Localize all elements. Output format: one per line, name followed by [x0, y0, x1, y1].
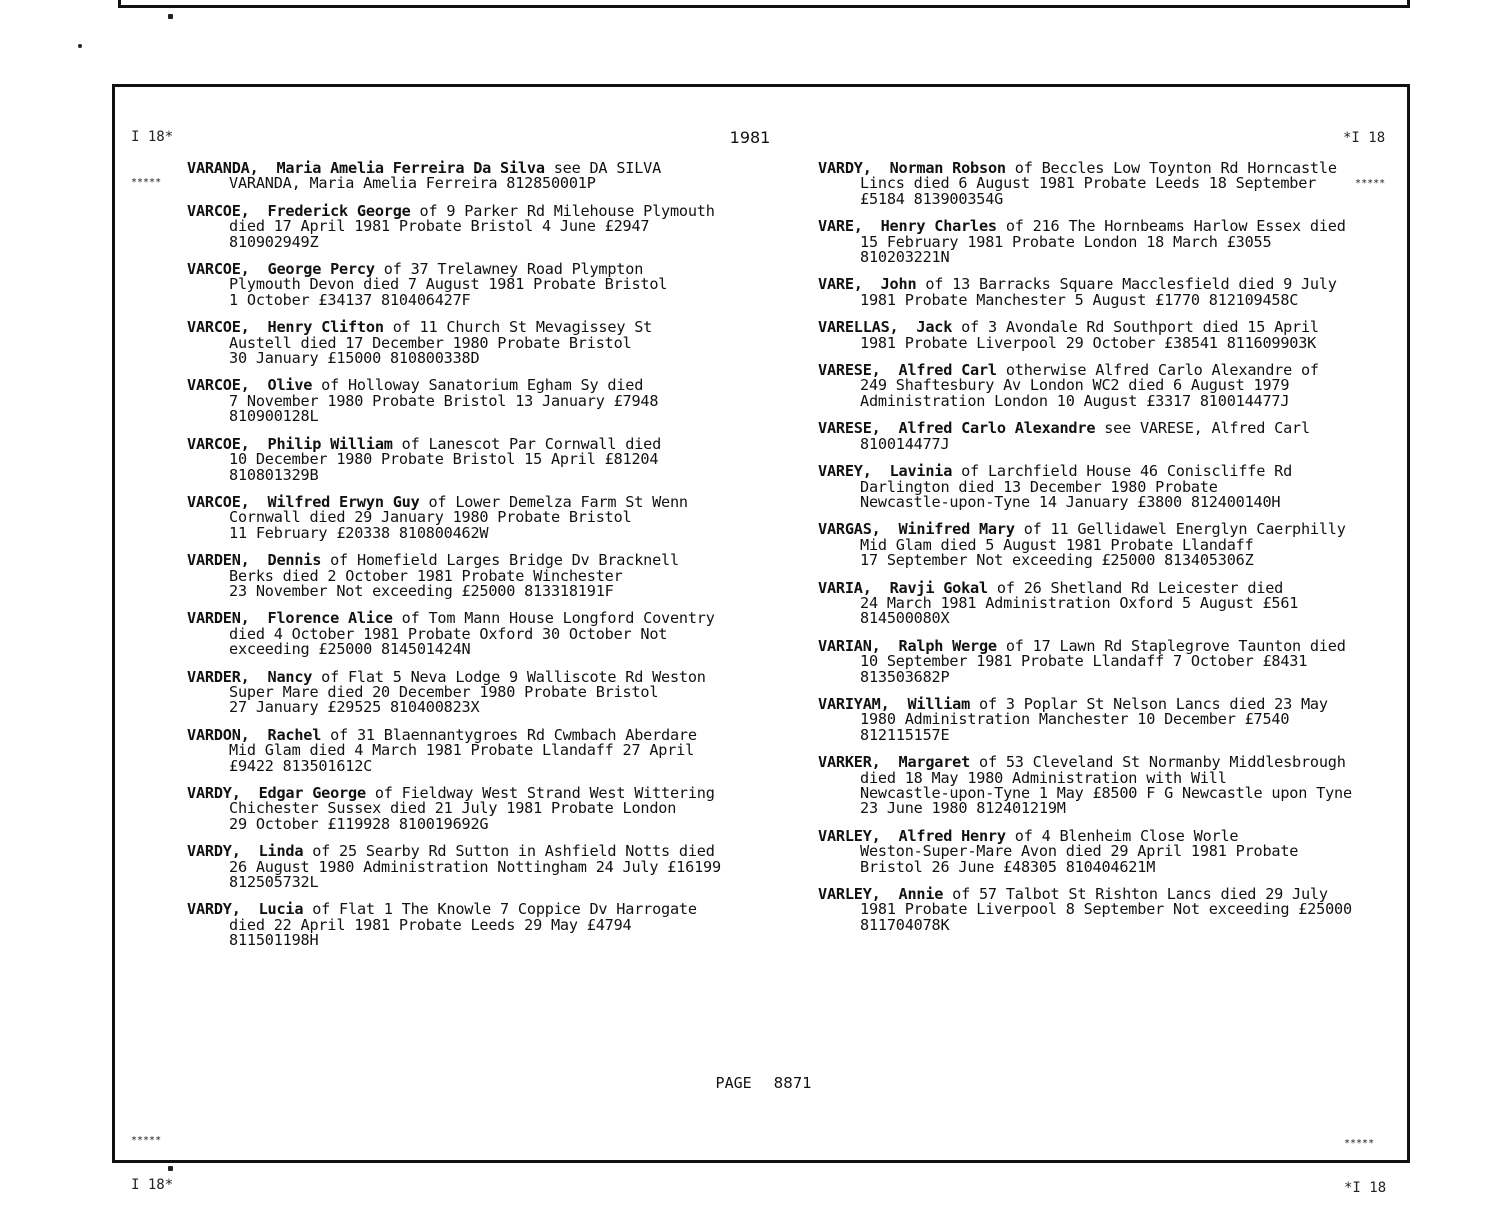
entry-continuation-line: Chichester Sussex died 21 July 1981 Probate London — [229, 799, 677, 818]
entry-surname: VARCOE, — [187, 201, 250, 220]
entry-continuation-line: 810900128L — [229, 407, 319, 426]
entry-surname: VARDEN, — [187, 609, 250, 628]
entries-column-right — [818, 161, 1408, 945]
probate-entry — [818, 161, 1408, 207]
page-footer — [706, 1056, 812, 1092]
probate-entry — [818, 277, 1408, 308]
entry-forenames: Nancy — [267, 667, 313, 686]
entry-surname: VARESE, — [818, 419, 881, 438]
entry-text: otherwise Alfred Carlo Alexandre of — [996, 361, 1319, 380]
probate-entry — [187, 201, 787, 251]
probate-entry — [818, 464, 1408, 510]
entry-text: of 17 Lawn Rd Staplegrove Taunton died — [996, 636, 1346, 655]
probate-entry — [187, 434, 787, 484]
entry-surname: VARCOE, — [187, 318, 250, 337]
entry-surname: VARE, — [818, 217, 863, 236]
entry-continuation-line: Darlington died 13 December 1980 Probate — [860, 477, 1218, 496]
entry-surname: VARCOE, — [187, 260, 250, 279]
entry-continuation-line: 27 January £29525 810400823X — [229, 698, 480, 717]
entry-continuation-line: Administration London 10 August £3317 810014477J — [860, 391, 1290, 410]
entry-forenames: Lavinia — [889, 462, 953, 481]
entry-continuation-line: 810801329B — [229, 465, 319, 484]
entry-continuation-line: Bristol 26 June £48305 810404621M — [860, 857, 1156, 876]
entry-continuation-line: 1981 Probate Liverpool 8 September Not exceeding £25000 — [860, 900, 1352, 919]
entry-text: of 216 The Hornbeams Harlow Essex died — [996, 217, 1346, 236]
entry-continuation-line: Newcastle-upon-Tyne 14 January £3800 812400140H — [860, 492, 1281, 511]
probate-entry — [818, 755, 1408, 817]
entry-text: of Larchfield House 46 Coniscliffe Rd — [952, 462, 1293, 481]
entry-continuation-line: Austell died 17 December 1980 Probate Bristol — [229, 333, 632, 352]
entry-forenames: Jack — [916, 318, 953, 337]
entry-continuation-line: 23 November Not exceeding £25000 813318191F — [229, 581, 614, 600]
entry-continuation-line: Super Mare died 20 December 1980 Probate Bristol — [229, 682, 659, 701]
entry-forenames: Norman Robson — [889, 159, 1006, 177]
entry-text: of 13 Barracks Square Macclesfield died 9 July — [916, 275, 1337, 294]
entry-text: of 3 Poplar St Nelson Lancs died 23 May — [970, 694, 1328, 713]
entry-forenames: Philip William — [267, 434, 393, 453]
corner-stars: ***** — [131, 1135, 162, 1146]
entry-text: of Tom Mann House Longford Coventry — [392, 609, 715, 628]
probate-entry — [187, 902, 787, 948]
entry-text: of Beccles Low Toynton Rd Horncastle — [1005, 159, 1337, 177]
entry-surname: VARDY, — [187, 900, 241, 919]
entry-surname: VARLEY, — [818, 826, 881, 845]
entry-forenames: John — [880, 275, 917, 294]
entry-surname: VARDY, — [187, 842, 241, 861]
entry-forenames: George Percy — [267, 260, 375, 279]
entry-continuation-line: 1981 Probate Liverpool 29 October £38541 811609903K — [860, 333, 1317, 352]
entry-forenames: Lucia — [258, 900, 304, 919]
entry-text: of 26 Shetland Rd Leicester died — [987, 578, 1284, 597]
entry-continuation-line: 811501198H — [229, 931, 319, 950]
entry-surname: VARDY, — [818, 159, 872, 177]
entry-continuation-line: 1981 Probate Manchester 5 August £1770 812109458C — [860, 290, 1299, 309]
entry-surname: VARIAN, — [818, 636, 881, 655]
entry-surname: VARLEY, — [818, 885, 881, 904]
entry-surname: VARE, — [818, 275, 863, 294]
entry-forenames: Margaret — [898, 753, 971, 772]
entry-continuation-line: 17 September Not exceeding £25000 813405306Z — [860, 551, 1254, 570]
entry-continuation-line: Cornwall died 29 January 1980 Probate Bristol — [229, 508, 632, 527]
entry-continuation-line: Berks died 2 October 1981 Probate Winchester — [229, 566, 623, 585]
corner-code-bottom-right — [1344, 1106, 1386, 1211]
corner-code-bottom-left — [131, 1103, 173, 1208]
probate-entry — [187, 161, 787, 192]
entry-surname: VARDON, — [187, 725, 250, 744]
entry-forenames: Wilfred Erwyn Guy — [267, 492, 420, 511]
entry-surname: VARDER, — [187, 667, 250, 686]
entry-continuation-line: 249 Shaftesbury Av London WC2 died 6 August 1979 — [860, 376, 1290, 395]
entry-continuation-line: 11 February £20338 810800462W — [229, 523, 489, 542]
entry-forenames: Alfred Carlo Alexandre — [898, 419, 1096, 438]
registration-mark — [168, 14, 173, 19]
entry-continuation-line: Mid Glam died 5 August 1981 Probate Llandaff — [860, 535, 1254, 554]
probate-entry — [818, 522, 1408, 568]
entry-text: of Flat 5 Neva Lodge 9 Walliscote Rd Weston — [312, 667, 706, 686]
entry-surname: VARCOE, — [187, 492, 250, 511]
entry-continuation-line: died 4 October 1981 Probate Oxford 30 October Not — [229, 624, 668, 643]
probate-entry — [818, 636, 1408, 686]
corner-code: I 18* — [131, 1177, 174, 1193]
corner-code: *I 18 — [1344, 1180, 1387, 1196]
entry-forenames: Ravji Gokal — [889, 578, 988, 597]
entry-forenames: Frederick George — [267, 201, 411, 220]
probate-entry — [187, 725, 787, 775]
entry-continuation-line: 812505732L — [229, 873, 319, 892]
entry-continuation-line: 15 February 1981 Probate London 18 March £3055 — [860, 232, 1272, 251]
entry-surname: VARGAS, — [818, 520, 881, 539]
probate-entry — [187, 786, 787, 832]
entry-surname: VARCOE, — [187, 434, 250, 453]
entry-text: of 3 Avondale Rd Southport died 15 April — [952, 318, 1319, 337]
entry-continuation-line: 29 October £119928 810019692G — [229, 814, 489, 833]
page-label: PAGE — [715, 1074, 752, 1092]
entry-text: of 9 Parker Rd Milehouse Plymouth — [410, 201, 715, 220]
probate-entry — [187, 262, 787, 308]
probate-entry — [187, 553, 787, 599]
year-heading: 1981 — [729, 128, 771, 147]
entry-text: of 25 Searby Rd Sutton in Ashfield Notts died — [303, 842, 715, 861]
entry-continuation-line: 1980 Administration Manchester 10 December £7540 — [860, 710, 1290, 729]
entry-forenames: Henry Charles — [880, 217, 997, 236]
entry-continuation-line: 814500080X — [860, 609, 950, 628]
entry-continuation-line: £5184 813900354G — [860, 189, 1004, 208]
entry-continuation-line: 23 June 1980 812401219M — [860, 799, 1066, 818]
entry-forenames: Edgar George — [258, 784, 366, 802]
entry-forenames: Dennis — [267, 551, 322, 570]
entry-continuation-line: Lincs died 6 August 1981 Probate Leeds 18 September — [860, 174, 1317, 193]
entry-text: of Fieldway West Strand West Wittering — [365, 784, 715, 802]
entry-continuation-line: VARANDA, Maria Amelia Ferreira 812850001P — [229, 174, 596, 193]
entry-text: of 53 Cleveland St Normanby Middlesbrough — [970, 753, 1346, 772]
entry-forenames: William — [907, 694, 971, 713]
entry-surname: VARIYAM, — [818, 694, 890, 713]
registration-mark — [168, 1166, 173, 1171]
entry-continuation-line: Plymouth Devon died 7 August 1981 Probate Bristol — [229, 275, 668, 294]
entry-surname: VARKER, — [818, 753, 881, 772]
entry-forenames: Rachel — [267, 725, 322, 744]
registration-mark — [78, 44, 82, 48]
entry-forenames: Maria Amelia Ferreira Da Silva — [276, 159, 545, 177]
entry-continuation-line: Newcastle-upon-Tyne 1 May £8500 F G Newcastle upon Tyne — [860, 784, 1352, 802]
entry-continuation-line: £9422 813501612C — [229, 756, 373, 775]
entry-forenames: Winifred Mary — [898, 520, 1015, 539]
entry-continuation-line: 1 October £34137 810406427F — [229, 290, 471, 309]
entry-continuation-line: died 17 April 1981 Probate Bristol 4 June £2947 — [229, 217, 650, 236]
probate-entry — [818, 694, 1408, 744]
probate-entry — [187, 844, 787, 890]
corner-stars: ***** — [1355, 178, 1386, 189]
entry-continuation-line: 26 August 1980 Administration Nottingham 24 July £16199 — [229, 857, 721, 876]
entry-surname: VAREY, — [818, 462, 872, 481]
corner-stars: ***** — [1344, 1138, 1375, 1149]
probate-entry — [187, 378, 787, 424]
probate-entry — [187, 492, 787, 542]
entry-surname: VARCOE, — [187, 376, 250, 395]
entry-continuation-line: 813503682P — [860, 667, 950, 686]
corner-code: *I 18 — [1343, 130, 1386, 146]
entry-continuation-line: exceeding £25000 814501424N — [229, 640, 471, 659]
entry-surname: VARDEN, — [187, 551, 250, 570]
page-number: 8871 — [773, 1074, 812, 1092]
entry-continuation-line: 811704078K — [860, 915, 950, 934]
entry-text: of 11 Church St Mevagissey St — [383, 318, 653, 337]
entry-text: of 11 Gellidawel Energlyn Caerphilly — [1014, 520, 1346, 539]
entry-continuation-line: Weston-Super-Mare Avon died 29 April 1981 Probate — [860, 842, 1299, 861]
entry-continuation-line: 810203221N — [860, 248, 950, 267]
probate-entry — [187, 320, 787, 366]
probate-entry — [818, 826, 1408, 876]
entry-text: of Lower Demelza Farm St Wenn — [419, 492, 688, 511]
entry-forenames: Annie — [898, 885, 944, 904]
probate-entry — [818, 320, 1408, 351]
entry-continuation-line: died 18 May 1980 Administration with Will — [860, 768, 1227, 787]
entry-text: of 31 Blaennantygroes Rd Cwmbach Aberdare — [321, 725, 697, 744]
entry-text: of 4 Blenheim Close Worle — [1005, 826, 1239, 845]
entry-text: of Homefield Larges Bridge Dv Bracknell — [321, 551, 679, 570]
entry-surname: VARDY, — [187, 784, 241, 802]
entry-surname: VARELLAS, — [818, 318, 899, 337]
entry-text: of 37 Trelawney Road Plympton — [374, 260, 644, 279]
entry-forenames: Henry Clifton — [267, 318, 384, 337]
entry-continuation-line: 810014477J — [860, 434, 950, 453]
corner-stars: ***** — [131, 177, 162, 188]
entry-forenames: Alfred Carl — [898, 361, 997, 380]
probate-entry — [187, 667, 787, 717]
entry-surname: VARESE, — [818, 361, 881, 380]
entry-surname: VARANDA, — [187, 159, 259, 177]
probate-entry — [818, 887, 1408, 933]
entry-continuation-line: 24 March 1981 Administration Oxford 5 August £561 — [860, 593, 1299, 612]
entry-text: of Lanescot Par Cornwall died — [392, 434, 662, 453]
entry-text: of Holloway Sanatorium Egham Sy died — [312, 376, 644, 395]
entry-continuation-line: 30 January £15000 810800338D — [229, 349, 480, 368]
entry-continuation-line: 810902949Z — [229, 232, 319, 251]
entry-text: see VARESE, Alfred Carl — [1095, 419, 1310, 438]
corner-code: I 18* — [131, 129, 174, 145]
entry-continuation-line: 10 December 1980 Probate Bristol 15 April £81204 — [229, 450, 659, 469]
entry-text: see DA SILVA — [544, 159, 662, 177]
corner-code-top-left — [131, 100, 173, 205]
entry-continuation-line: 812115157E — [860, 725, 950, 744]
entry-text: of Flat 1 The Knowle 7 Coppice Dv Harrogate — [303, 900, 697, 919]
entry-continuation-line: 10 September 1981 Probate Llandaff 7 October £8431 — [860, 652, 1308, 671]
entry-forenames: Linda — [258, 842, 304, 861]
probate-entry — [818, 578, 1408, 628]
entry-text: of 57 Talbot St Rishton Lancs died 29 July — [943, 885, 1328, 904]
probate-entry — [818, 219, 1408, 265]
entries-column-left — [187, 161, 787, 961]
entry-surname: VARIA, — [818, 578, 872, 597]
entry-continuation-line: died 22 April 1981 Probate Leeds 29 May £4794 — [229, 915, 632, 934]
top-frame-border — [118, 0, 1410, 8]
entry-forenames: Ralph Werge — [898, 636, 997, 655]
entry-forenames: Florence Alice — [267, 609, 393, 628]
probate-entry — [818, 421, 1408, 452]
entry-continuation-line: 7 November 1980 Probate Bristol 13 January £7948 — [229, 391, 659, 410]
probate-entry — [818, 363, 1408, 409]
entry-forenames: Olive — [267, 376, 313, 395]
probate-entry — [187, 611, 787, 657]
entry-continuation-line: Mid Glam died 4 March 1981 Probate Llandaff 27 April — [229, 741, 695, 760]
entry-forenames: Alfred Henry — [898, 826, 1006, 845]
